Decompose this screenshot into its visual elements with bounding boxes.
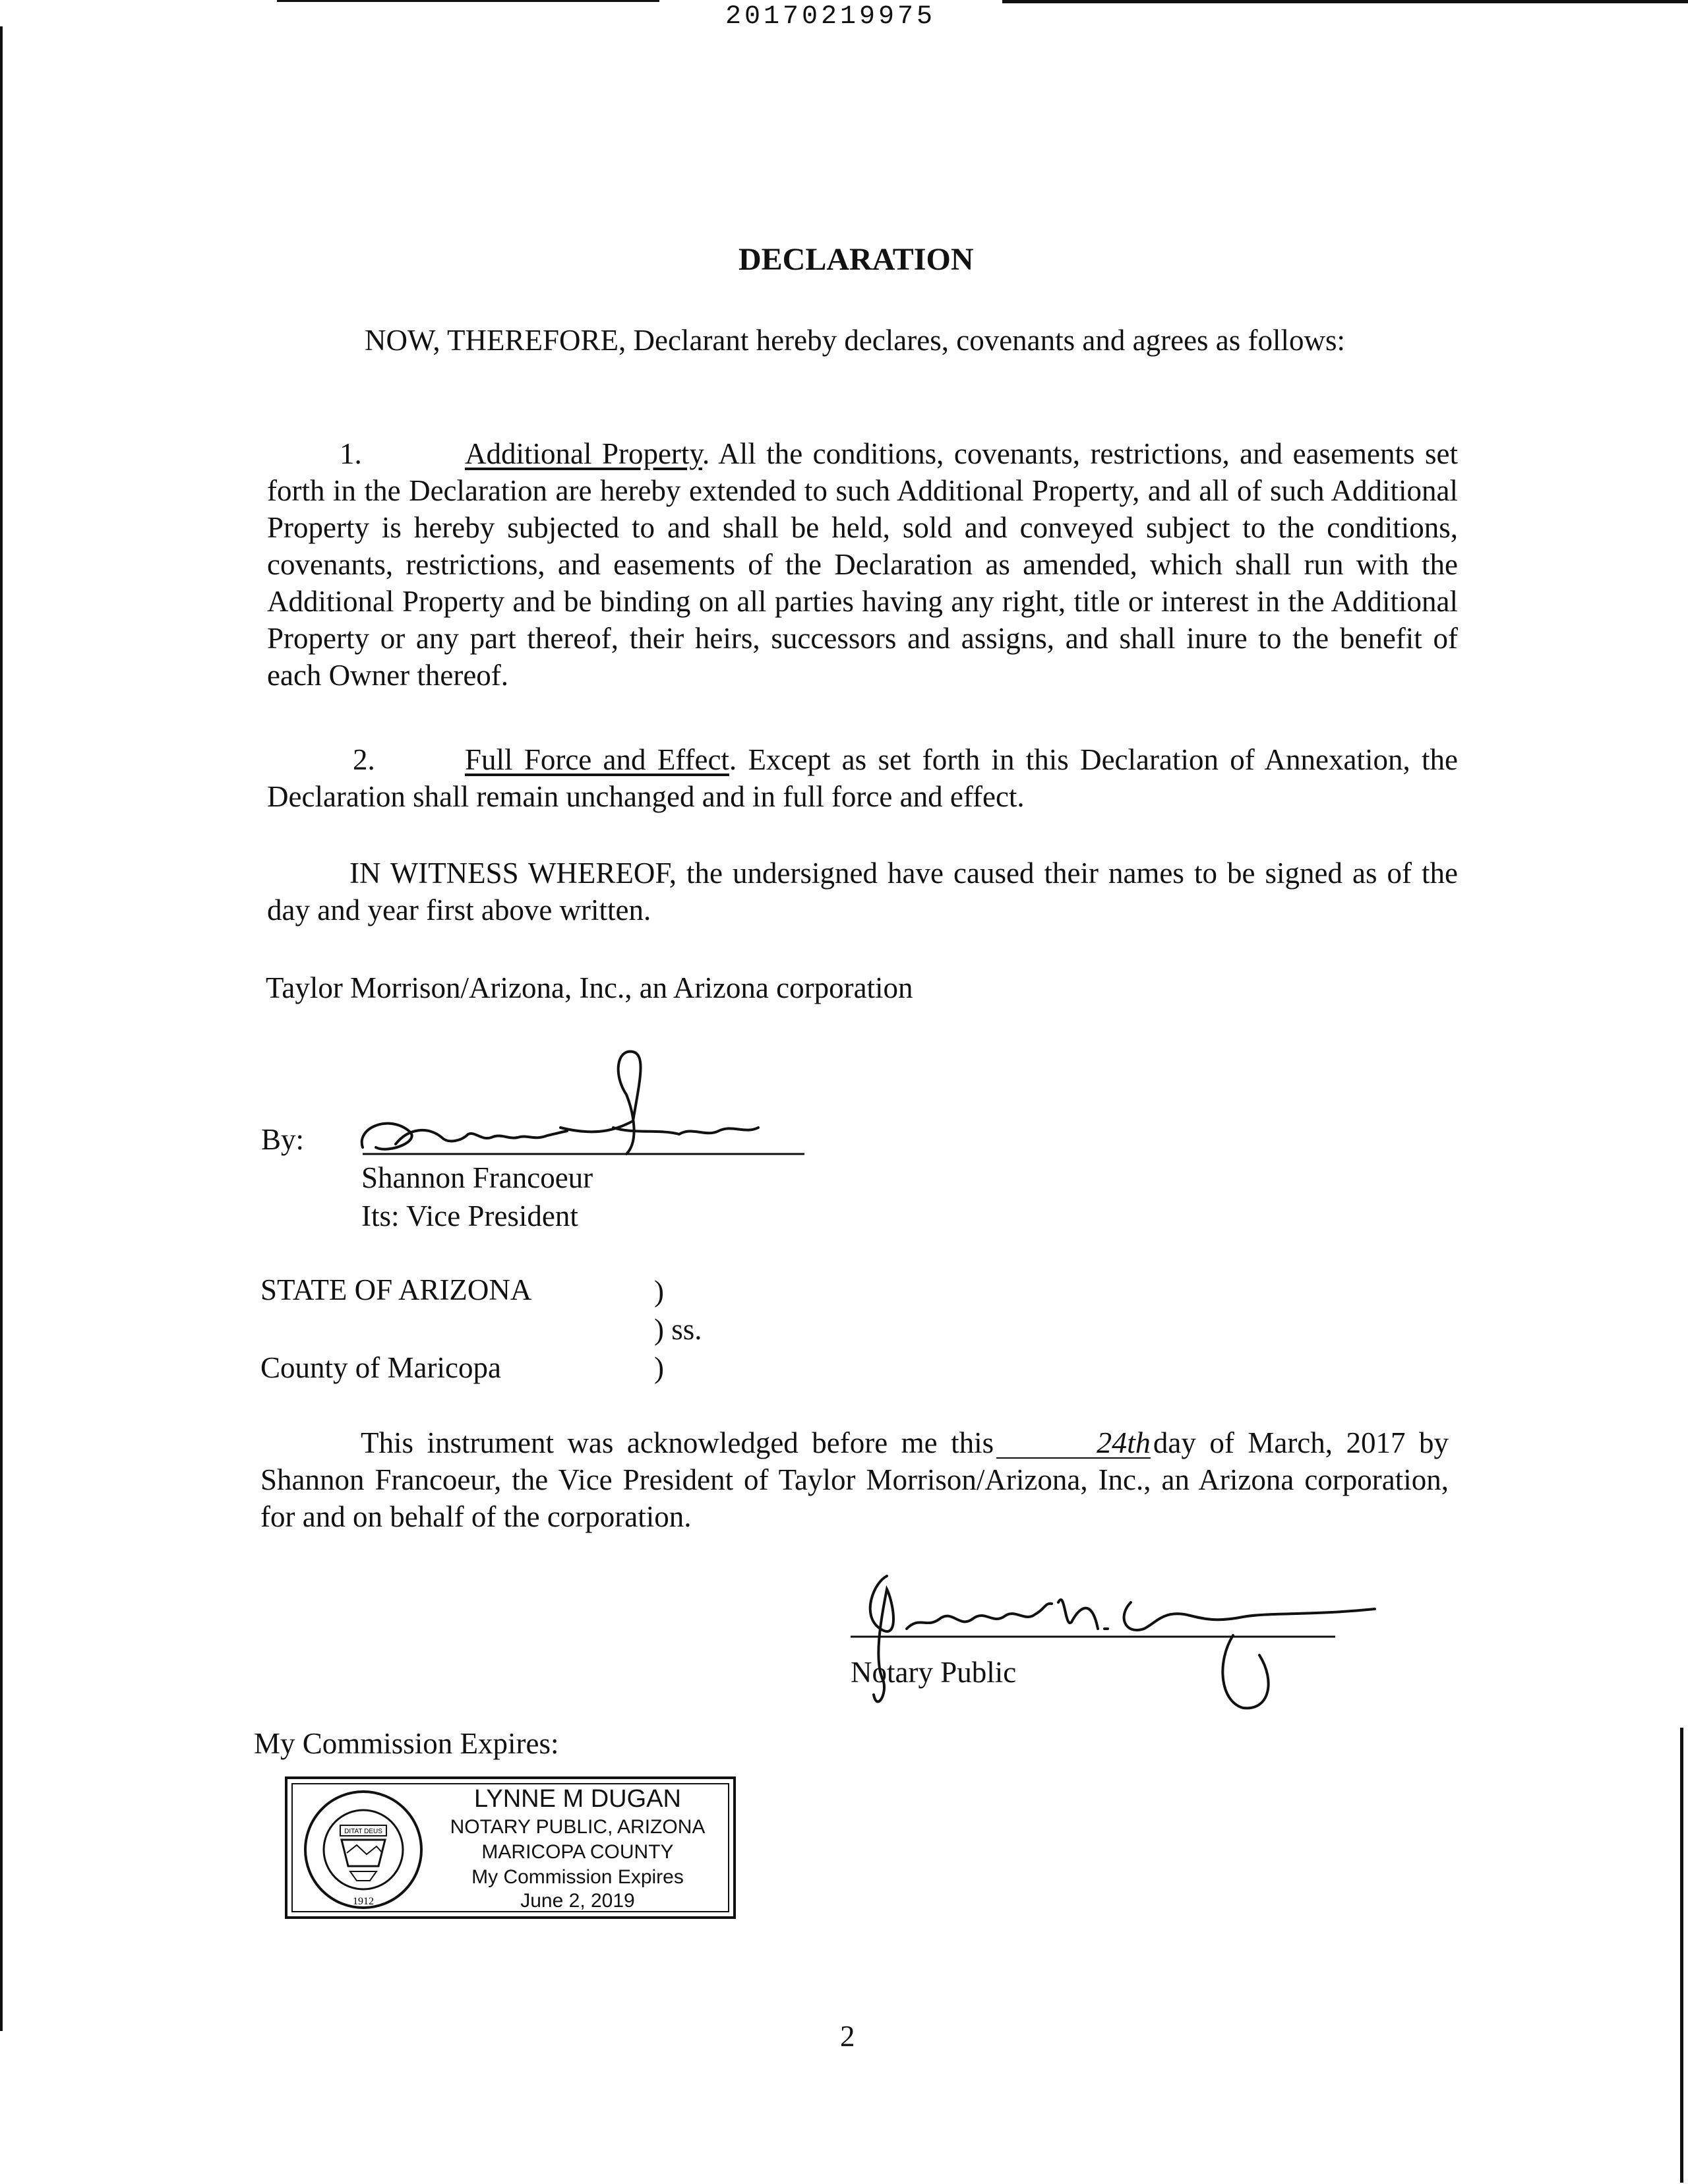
page-number: 2	[840, 2020, 855, 2053]
notary-signature	[847, 1563, 1428, 1721]
section-2	[267, 741, 1458, 815]
stamp-line-5: June 2, 2019	[520, 1890, 635, 1912]
section-1-text: . All the conditions, covenants, restrictions, and easements set forth in the Declaration are hereby extended to such Additional Property, and all of such Additional Property is hereby subjected to and shall be held, sold and conveyed subject to the conditions, covenants, restrictions, and easements of the Declaration as amended, which shall run with the Additional Property and be binding on all parties having any right, title or interest in the Additional Property or any part thereof, their heirs, successors and assigns, and shall inure to the benefit of each Owner thereof.	[267, 437, 1458, 692]
right-edge-line	[1680, 1728, 1683, 2183]
page-title: DECLARATION	[738, 242, 974, 277]
acknowledgment-part2: day of March, 2017 by Shannon Francoeur, the Vice President of Taylor Morrison/Arizona, Inc., an Arizona corporation, for and on behalf of the corporation.	[260, 1426, 1449, 1533]
recording-number: 20170219975	[725, 2, 936, 32]
stamp-line-3: MARICOPA COUNTY	[481, 1841, 674, 1863]
signer-name: Shannon Francoeur	[361, 1161, 593, 1194]
notary-public-label: Notary Public	[851, 1656, 1017, 1689]
left-edge-line	[0, 26, 3, 2031]
acknowledgment-day: 24th	[996, 1428, 1151, 1459]
acknowledgment-paragraph	[260, 1424, 1449, 1535]
top-rule-right	[1002, 0, 1688, 3]
witness-paragraph	[267, 855, 1458, 928]
stamp-name: LYNNE M DUGAN	[474, 1785, 681, 1813]
intro-paragraph	[267, 322, 1458, 359]
commission-label: My Commission Expires:	[254, 1727, 559, 1760]
venue-county: County of Maricopa	[260, 1351, 501, 1384]
seal-year: 1912	[353, 1896, 374, 1907]
acknowledgment-part1: This instrument was acknowledged before me this	[361, 1426, 994, 1459]
notary-stamp	[285, 1776, 736, 1919]
signer-title: Its: Vice President	[361, 1199, 578, 1232]
venue-state: STATE OF ARIZONA	[260, 1273, 532, 1306]
section-1	[267, 435, 1458, 694]
section-2-heading: Full Force and Effect	[465, 743, 729, 776]
witness-text: IN WITNESS WHEREOF, the undersigned have caused their names to be signed as of the day and year first above written.	[267, 857, 1458, 926]
top-rule-left	[277, 0, 659, 2]
by-label: By:	[261, 1123, 305, 1156]
declarant-signature	[349, 1048, 811, 1161]
venue-paren-3: )	[654, 1351, 664, 1384]
section-1-number: 1.	[340, 437, 362, 470]
section-2-number: 2.	[353, 743, 375, 776]
seal-motto: DITAT DEUS	[344, 1828, 382, 1835]
section-1-heading: Additional Property	[465, 437, 702, 470]
arizona-seal-icon	[301, 1787, 426, 1912]
section-2-text: . Except as set forth in this Declaration of Annexation, the Declaration shall remain unchanged and in full force and effect.	[267, 743, 1458, 813]
stamp-line-2: NOTARY PUBLIC, ARIZONA	[450, 1816, 706, 1838]
company-line: Taylor Morrison/Arizona, Inc., an Arizona corporation	[266, 971, 913, 1004]
venue-ss: ) ss.	[654, 1313, 702, 1346]
venue-paren-1: )	[654, 1275, 664, 1308]
intro-text: NOW, THEREFORE, Declarant hereby declares, covenants and agrees as follows:	[365, 324, 1346, 357]
stamp-line-4: My Commission Expires	[471, 1866, 684, 1888]
